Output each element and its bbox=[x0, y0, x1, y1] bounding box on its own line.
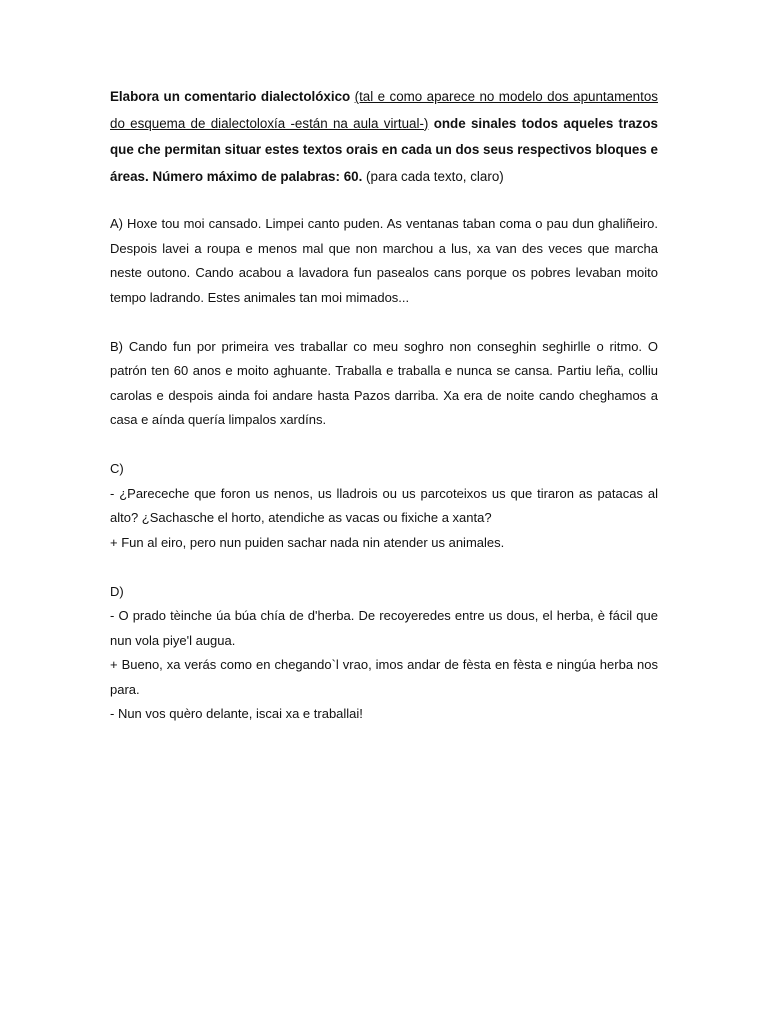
document-page bbox=[110, 84, 658, 727]
text-b: B) Cando fun por primeira ves traballar co meu soghro non conseghin seghirlle o ritmo. O patrón ten 60 anos e moito aghuante. Traballa e traballa e nunca se cansa. Partiu leña, colliu carolas e despois ainda foi andare hasta Pazos darriba. Xa era de noite cando cheghamos a casa e aínda quería limpalos xardíns. bbox=[110, 338, 658, 427]
text-d bbox=[110, 580, 658, 727]
text-c-label: C) bbox=[110, 461, 124, 476]
text-c-line-2: + Fun al eiro, pero nun puiden sachar nada nin atender us animales. bbox=[110, 534, 505, 550]
text-d-line-1: - O prado tèinche úa búa chía de d'herba. De recoyeredes entre us dous, el herba, è fácil que nun vola piye'l augua. bbox=[110, 608, 658, 648]
instructions-note: (para cada texto, claro) bbox=[362, 168, 504, 184]
text-c-line-1: - ¿Pareceche que foron us nenos, us lladrois ou us parcoteixos us que tiraron as patacas al alto? ¿Sachasche el horto, atendiche as vacas ou fixiche a xanta? bbox=[110, 485, 658, 525]
text-d-line-3: - Nun vos quèro delante, iscai xa e traballai! bbox=[110, 706, 363, 721]
text-d-label: D) bbox=[110, 583, 124, 599]
instructions-reference: (tal e como aparece no modelo dos apuntamentos do esquema de dialectoloxía -están na aula virtual-) bbox=[110, 89, 658, 131]
instructions-paragraph bbox=[110, 84, 658, 190]
text-a: A) Hoxe tou moi cansado. Limpei canto puden. As ventanas taban coma o pau dun ghaliñeiro. Despois lavei a roupa e menos mal que non marchou a lus, xa van des veces que marcha neste outono. Cando acabou a lavadora fun pasealos cans porque os pobres levaban moito tempo ladrando. Estes animales tan moi mimados... bbox=[110, 216, 658, 305]
instructions-task: onde sinales todos aqueles trazos que che permitan situar estes textos orais en cada un dos seus respectivos bloques e áreas. Número máximo de palabras: 60. bbox=[110, 115, 658, 184]
instructions-heading: Elabora un comentario dialectolóxico bbox=[110, 89, 355, 104]
text-c bbox=[110, 457, 658, 555]
text-d-line-2: + Bueno, xa verás como en chegando`l vrao, imos andar de fèsta en fèsta e ningúa herba nos para. bbox=[110, 657, 658, 697]
